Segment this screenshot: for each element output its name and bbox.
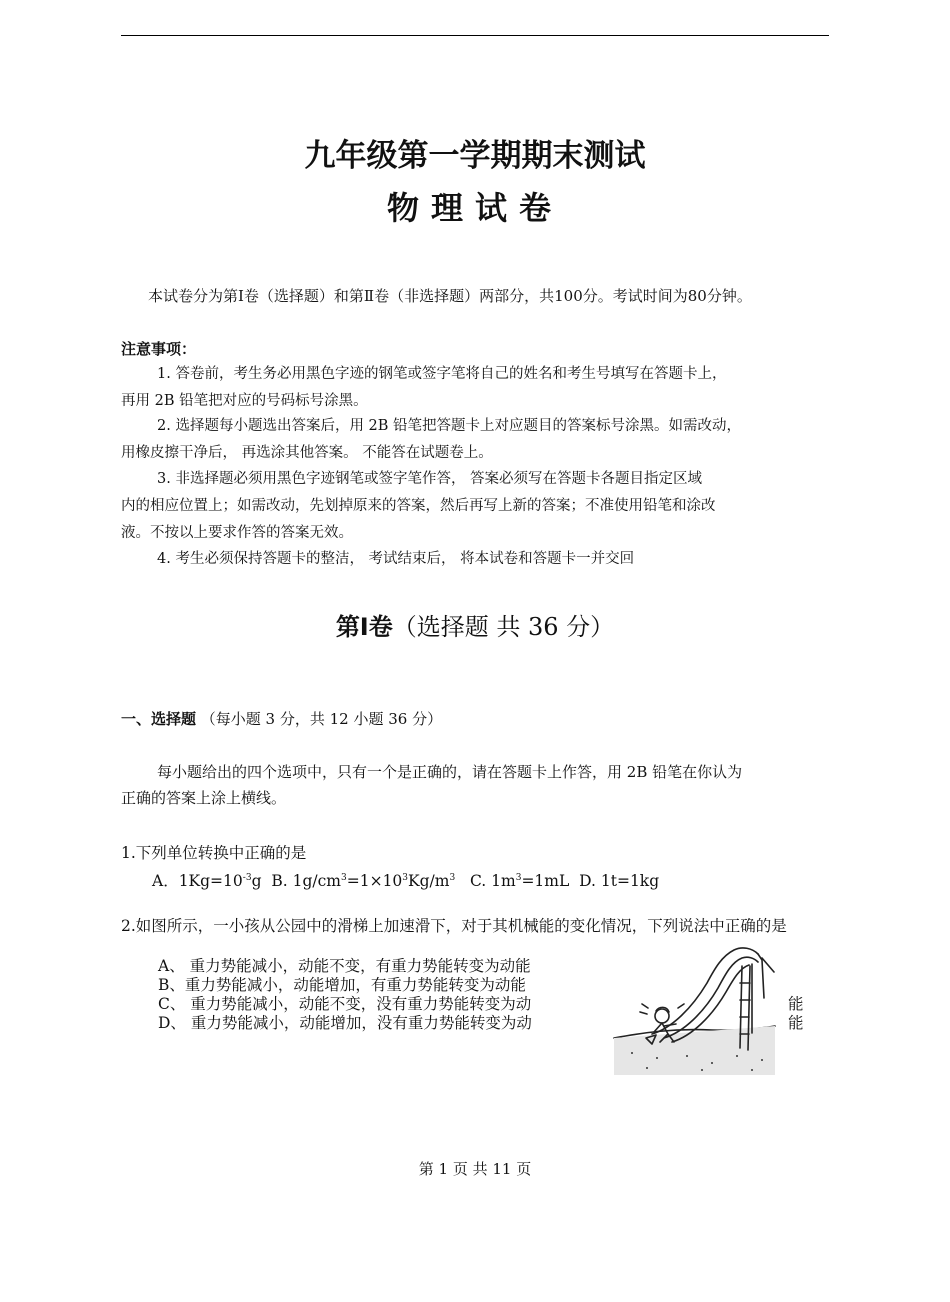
notice-item-3-line-1: 3. 非选择题必须用黑色字迹钢笔或签字笔作答， 答案必须写在答题卡各题目指定区域 <box>157 471 703 487</box>
q2-option-d: D、 重力势能减小，动能增加，没有重力势能转变为动 <box>158 1014 532 1032</box>
part-instruction-line-2: 正确的答案上涂上横线。 <box>121 789 287 807</box>
exam-subject: 物理试卷 <box>386 189 563 227</box>
q1-option-d: D. 1t=1kg <box>579 872 660 890</box>
notice-item-1 <box>121 361 833 415</box>
q2-option-c-tail: 能 <box>788 995 804 1013</box>
section-title-rest: （选择题 共 36 分） <box>392 613 615 641</box>
notice-item-4 <box>121 546 833 573</box>
notice-item-3-line-2: 内的相应位置上；如需改动，先划掉原来的答案，然后再写上新的答案；不准使用铅笔和涂改 <box>121 498 716 514</box>
question-1-stem: 1.下列单位转换中正确的是 <box>121 844 307 862</box>
notice-heading: 注意事项： <box>121 340 197 358</box>
q2-option-c: C、 重力势能减小，动能不变，没有重力势能转变为动 <box>158 995 532 1013</box>
part-instruction <box>121 759 833 811</box>
q1-option-a: A．$1Kg=10^{-3}g$ <box>152 872 262 890</box>
q2-option-a: A、 重力势能减小，动能不变，有重力势能转变为动能 <box>158 957 531 975</box>
intro-paragraph: 本试卷分为第Ⅰ卷（选择题）和第Ⅱ卷（非选择题）两部分，共100分。考试时间为80分钟。 <box>148 287 752 305</box>
exam-title: 九年级第一学期期末测试 <box>304 138 646 174</box>
part-heading-rest: （每小题 3 分，共 12 小题 36 分） <box>196 710 443 728</box>
notice-item-4-line-1: 4. 考生必须保持答题卡的整洁， 考试结束后， 将本试卷和答题卡一并交回 <box>157 551 635 567</box>
q2-option-d-tail: 能 <box>788 1014 804 1032</box>
header-rule <box>121 35 829 36</box>
slide-illustration <box>612 938 777 1078</box>
q1-option-c: C. $1m^3=1mL$ <box>469 872 570 890</box>
section-title-bold: 第Ⅰ卷 <box>335 613 393 641</box>
notice-item-2-line-2: 用橡皮擦干净后， 再选涂其他答案。 不能答在试题卷上。 <box>121 445 493 461</box>
part-heading-bold: 一、选择题 <box>121 710 197 728</box>
notice-item-1-line-1: 1. 答卷前，考生务必用黑色字迹的钢笔或签字笔将自己的姓名和考生号填写在答题卡上， <box>157 366 727 382</box>
part-instruction-line-1: 每小题给出的四个选项中，只有一个是正确的，请在答题卡上作答，用 2B 铅笔在你认为 <box>157 763 743 781</box>
question-2-stem: 2.如图所示，一小孩从公园中的滑梯上加速滑下，对于其机械能的变化情况，下列说法中正确的是 <box>121 917 787 935</box>
notice-item-2 <box>121 413 833 467</box>
question-1-options <box>152 869 659 891</box>
q2-option-b: B、重力势能减小，动能增加，有重力势能转变为动能 <box>158 976 526 994</box>
notice-item-2-line-1: 2. 选择题每小题选出答案后，用 2B 铅笔把答题卡上对应题目的答案标号涂黑。如需改动， <box>157 418 742 434</box>
notice-item-3-line-3: 液。不按以上要求作答的答案无效。 <box>121 525 353 541</box>
q1-option-b: B. $1g/cm^3=1\times 10^3Kg/m^3$ <box>271 872 456 890</box>
section-title <box>0 607 950 642</box>
page-footer: 第 1 页 共 11 页 <box>418 1160 532 1178</box>
notice-item-3 <box>121 466 833 547</box>
notice-item-1-line-2: 再用 2B 铅笔把对应的号码标号涂黑。 <box>121 393 368 409</box>
part-heading <box>121 708 442 729</box>
